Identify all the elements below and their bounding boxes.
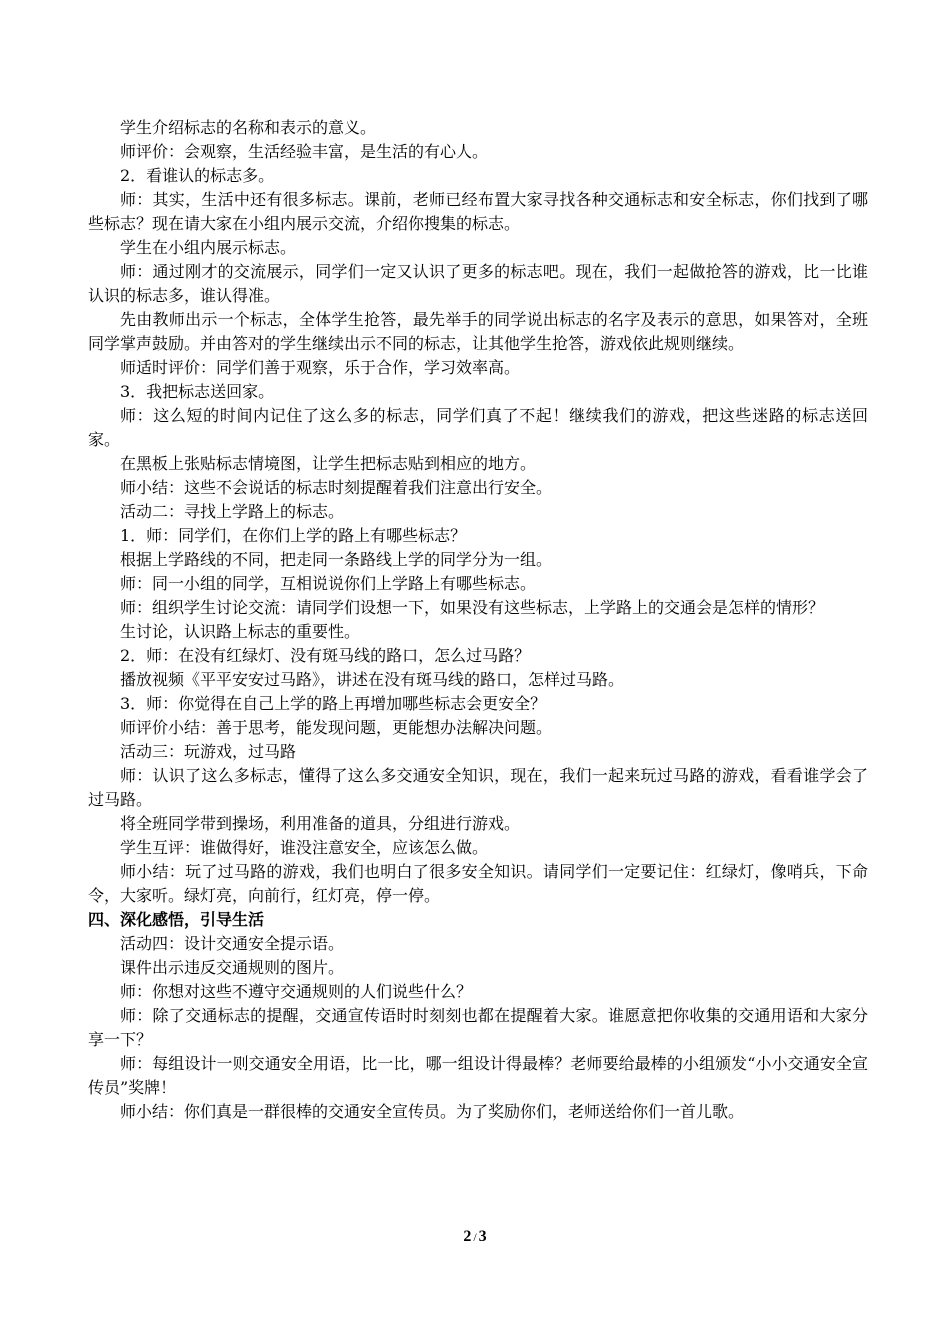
paragraph: 活动三：玩游戏，过马路 [120, 742, 297, 761]
section-heading: 四、深化感悟，引导生活 [88, 910, 265, 929]
paragraph: 1．师：同学们，在你们上学的路上有哪些标志？ [120, 526, 467, 545]
paragraph: 师评价：会观察，生活经验丰富，是生活的有心人。 [120, 142, 489, 161]
paragraph: 2．看谁认的标志多。 [120, 166, 275, 185]
paragraph: 师适时评价：同学们善于观察，乐于合作，学习效率高。 [120, 358, 521, 377]
paragraph: 师：每组设计一则交通安全用语，比一比，哪一组设计得最棒？老师要给最棒的小组颁发“小小交通安全宣传员”奖牌！ [88, 1054, 868, 1097]
page-separator: / [473, 1230, 477, 1244]
paragraph: 将全班同学带到操场，利用准备的道具，分组进行游戏。 [120, 814, 521, 833]
paragraph: 师：通过刚才的交流展示，同学们一定又认识了更多的标志吧。现在，我们一起做抢答的游戏，比一比谁认识的标志多，谁认得准。 [88, 262, 868, 305]
paragraph: 3．师：你觉得在自己上学的路上再增加哪些标志会更安全？ [120, 694, 547, 713]
paragraph: 播放视频《平平安安过马路》，讲述在没有斑马线的路口，怎样过马路。 [120, 670, 625, 689]
paragraph: 师：同一小组的同学，互相说说你们上学路上有哪些标志。 [120, 574, 537, 593]
paragraph: 3．我把标志送回家。 [120, 382, 275, 401]
paragraph: 师：除了交通标志的提醒，交通宣传语时时刻刻也都在提醒着大家。谁愿意把你收集的交通用语和大家分享一下？ [88, 1006, 868, 1049]
paragraph: 师：这么短的时间内记住了这么多的标志，同学们真了不起！继续我们的游戏，把这些迷路的标志送回家。 [88, 406, 868, 449]
paragraph: 根据上学路线的不同，把走同一条路线上学的同学分为一组。 [120, 550, 553, 569]
paragraph: 在黑板上张贴标志情境图，让学生把标志贴到相应的地方。 [120, 454, 537, 473]
paragraph: 师评价小结：善于思考，能发现问题，更能想办法解决问题。 [120, 718, 553, 737]
paragraph: 师：认识了这么多标志，懂得了这么多交通安全知识，现在，我们一起来玩过马路的游戏，看看谁学会了过马路。 [88, 766, 868, 809]
document-body [88, 116, 868, 1124]
paragraph: 学生在小组内展示标志。 [120, 238, 297, 257]
page-number [0, 1228, 950, 1246]
page-total: 3 [478, 1228, 487, 1245]
page-current: 2 [463, 1228, 472, 1245]
paragraph: 师：你想对这些不遵守交通规则的人们说些什么？ [120, 982, 473, 1001]
paragraph: 师：组织学生讨论交流：请同学们设想一下，如果没有这些标志，上学路上的交通会是怎样的情形？ [120, 598, 825, 617]
paragraph: 先由教师出示一个标志，全体学生抢答，最先举手的同学说出标志的名字及表示的意思，如果答对，全班同学掌声鼓励。并由答对的学生继续出示不同的标志，让其他学生抢答，游戏依此规则继续。 [88, 310, 868, 353]
paragraph: 活动四：设计交通安全提示语。 [120, 934, 345, 953]
paragraph: 生讨论，认识路上标志的重要性。 [120, 622, 361, 641]
paragraph: 课件出示违反交通规则的图片。 [120, 958, 345, 977]
paragraph: 师小结：玩了过马路的游戏，我们也明白了很多安全知识。请同学们一定要记住：红绿灯，像哨兵，下命令，大家听。绿灯亮，向前行，红灯亮，停一停。 [88, 862, 868, 905]
paragraph: 活动二：寻找上学路上的标志。 [120, 502, 345, 521]
paragraph: 学生互评：谁做得好，谁没注意安全，应该怎么做。 [120, 838, 489, 857]
paragraph: 师小结：你们真是一群很棒的交通安全宣传员。为了奖励你们，老师送给你们一首儿歌。 [120, 1102, 745, 1121]
paragraph: 2．师：在没有红绿灯、没有斑马线的路口，怎么过马路？ [120, 646, 531, 665]
paragraph: 师小结：这些不会说话的标志时刻提醒着我们注意出行安全。 [120, 478, 553, 497]
paragraph: 师：其实，生活中还有很多标志。课前，老师已经布置大家寻找各种交通标志和安全标志，你们找到了哪些标志？现在请大家在小组内展示交流，介绍你搜集的标志。 [88, 190, 868, 233]
paragraph: 学生介绍标志的名称和表示的意义。 [120, 118, 377, 137]
